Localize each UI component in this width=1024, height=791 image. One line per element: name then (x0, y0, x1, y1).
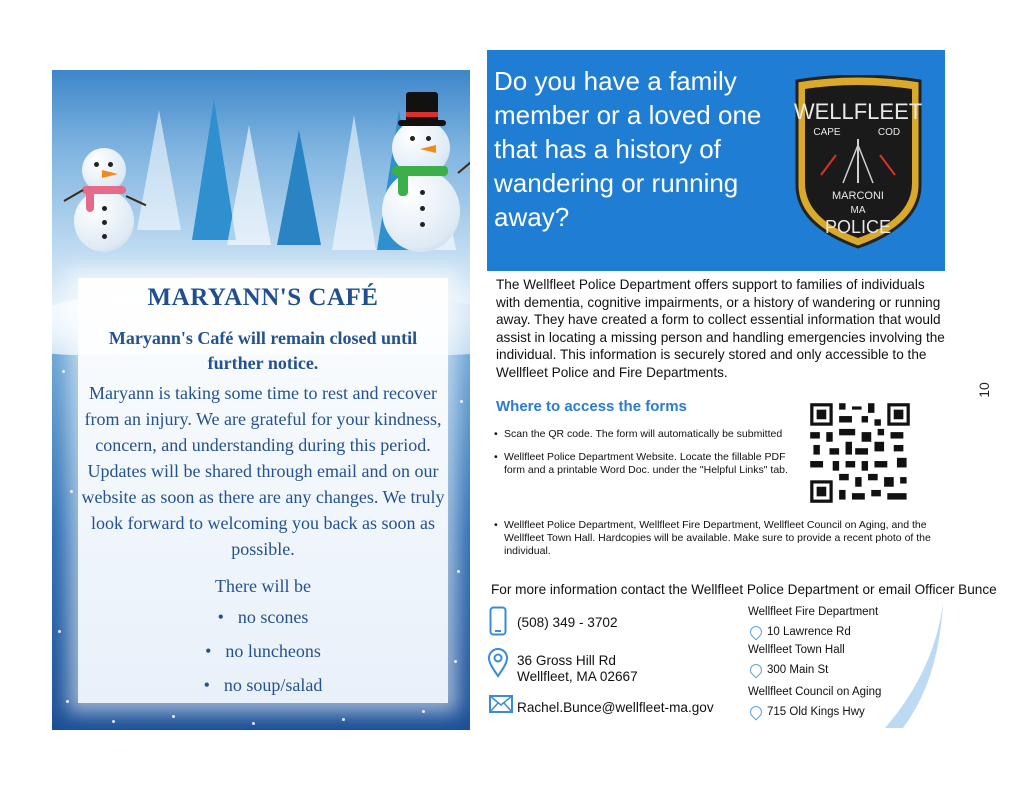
more-info-text: For more information contact the Wellfleet Police Department or email Officer Bunce (491, 582, 997, 597)
email-icon (489, 695, 513, 713)
svg-text:MA: MA (850, 205, 866, 216)
location-pin-icon (748, 704, 765, 721)
location-address: 715 Old Kings Hwy (767, 706, 865, 718)
banner-question: Do you have a family member or a loved one that has a history of wandering or running away? (494, 66, 762, 232)
cafe-message: Maryann is taking some time to rest and recover from an injury. We are grateful for your kindness, concern, and understanding during this period. Updates will be shared through email and on our website as soon as there are any changes. We truly look forward to welcoming you back as soon as possible. (81, 383, 445, 559)
list-item: • no luncheons (205, 641, 321, 661)
snowman-left-icon (64, 140, 144, 260)
forms-bullets (494, 428, 794, 487)
snowman-right-icon (370, 90, 470, 265)
forms-heading: Where to access the forms (496, 398, 687, 415)
email-address[interactable]: Rachel.Bunce@wellfleet-ma.gov (517, 700, 714, 715)
svg-text:COD: COD (877, 127, 901, 138)
location-address: 10 Lawrence Rd (767, 626, 851, 638)
phone-icon (489, 606, 507, 636)
location-name: Wellfleet Council on Aging (748, 686, 882, 698)
address-line-2: Wellfleet, MA 02667 (517, 669, 638, 684)
police-badge-icon (791, 75, 926, 251)
location-pin-icon (748, 662, 765, 679)
list-item: • Wellfleet Police Department Website. Locate the fillable PDF form and a printable Word Doc. under the "Helpful Links" tab. (494, 451, 794, 477)
police-intro: The Wellfleet Police Department offers support to families of individuals with dementia, cognitive impairments, or a history of wandering or running away. They have created a form to collect essential information that would assist in locating a missing person and handling emergencies involving the individual. This information is securely stored and only accessible to the Wellfleet Police and Fire Departments. (496, 277, 945, 380)
cafe-closed-notice: Maryann's Café will remain closed until further notice. (108, 328, 418, 373)
cafe-notice-card (78, 278, 448, 703)
decorative-swoosh (875, 600, 945, 730)
page-number: 10 (975, 382, 992, 398)
tree-icon (277, 130, 321, 245)
cafe-items-list (78, 607, 448, 696)
location-pin-icon (487, 648, 509, 678)
svg-text:POLICE: POLICE (824, 217, 892, 237)
address-line-1: 36 Gross Hill Rd (517, 653, 616, 668)
list-item: • Wellfleet Police Department, Wellfleet Fire Department, Wellfleet Council on Aging, and the Wellfleet Town Hall. Hardcopies will be available. Make sure to provide a recent photo of the individual. (494, 519, 954, 558)
location-pin-icon (748, 624, 765, 641)
svg-text:CAPE: CAPE (813, 127, 841, 138)
tree-icon (227, 125, 271, 245)
cafe-title: MARYANN'S CAFÉ (147, 284, 379, 311)
list-item: • no soup/salad (203, 675, 323, 695)
cafe-there-will-be: There will be (215, 576, 311, 596)
list-item: • no scones (217, 607, 309, 627)
police-banner (487, 50, 945, 271)
list-item: • Scan the QR code. The form will automatically be submitted (494, 428, 794, 441)
location-address: 300 Main St (767, 664, 829, 676)
location-name: Wellfleet Town Hall (748, 644, 845, 656)
qr-code-icon[interactable] (805, 400, 915, 506)
svg-text:WELLFLEET: WELLFLEET (793, 99, 923, 124)
svg-text:MARCONI: MARCONI (832, 190, 884, 202)
location-name: Wellfleet Fire Department (748, 606, 879, 618)
phone-number[interactable]: (508) 349 - 3702 (517, 615, 618, 630)
